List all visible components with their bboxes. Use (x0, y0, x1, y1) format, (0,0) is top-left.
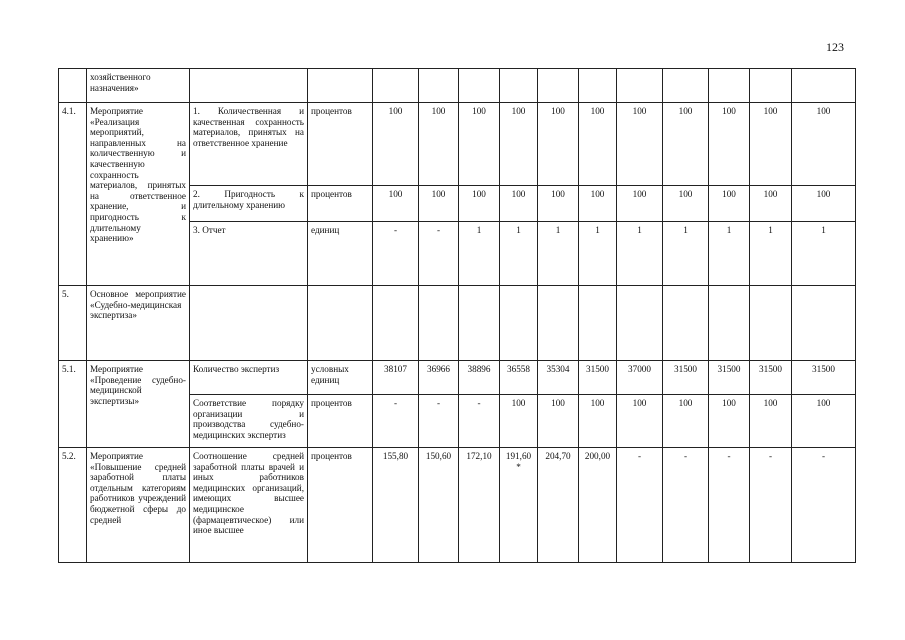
empty-cell (419, 286, 459, 361)
indicator-value: 100 (663, 103, 709, 186)
indicator-value: 100 (617, 186, 663, 222)
indicator-unit: процентов (308, 103, 373, 186)
indicator-value: 100 (538, 186, 579, 222)
indicator-value: 100 (709, 395, 750, 448)
indicator-value: 150,60 (419, 448, 459, 563)
empty-cell (663, 286, 709, 361)
indicator-name: Соотношение средней заработной платы врачей и иных работников медицинских организаций, имеющих высшее медицинское (фармацевтическое) или иное высшее (190, 448, 308, 563)
indicator-value: 35304 (538, 361, 579, 395)
empty-cell (190, 69, 308, 103)
table-row (59, 103, 856, 186)
indicator-value: 100 (792, 395, 856, 448)
row-description: Мероприятие «Повышение средней заработной платы отдельным категориям работников учреждений бюджетной сферы до средней (87, 448, 190, 563)
row-description: Мероприятие «Реализация мероприятий, направленных на количественную и качественную сохранность материалов, принятых на ответственное хранение, и пригодность к длительному хранению» (87, 103, 190, 286)
indicator-value: 1 (750, 222, 792, 286)
indicator-value: 1 (579, 222, 617, 286)
indicator-value: 100 (500, 103, 538, 186)
empty-cell (617, 69, 663, 103)
indicator-value: - (373, 222, 419, 286)
indicator-value: 100 (373, 186, 419, 222)
empty-cell (459, 69, 500, 103)
indicator-value: - (373, 395, 419, 448)
empty-cell (308, 286, 373, 361)
indicator-value: 100 (459, 186, 500, 222)
indicator-value: 1 (792, 222, 856, 286)
indicator-value: 100 (792, 103, 856, 186)
indicator-value: 36966 (419, 361, 459, 395)
empty-cell (500, 69, 538, 103)
indicator-value: 204,70 (538, 448, 579, 563)
empty-cell (538, 286, 579, 361)
row-number: 5.1. (59, 361, 87, 448)
indicator-value: 100 (750, 186, 792, 222)
indicator-name: 2. Пригодность к длительному хранению (190, 186, 308, 222)
row-description: хозяйственного назначения» (87, 69, 190, 103)
empty-cell (792, 69, 856, 103)
empty-cell (792, 286, 856, 361)
indicator-value: 31500 (750, 361, 792, 395)
indicator-value: 100 (663, 186, 709, 222)
indicator-value: - (792, 448, 856, 563)
indicator-value: 100 (792, 186, 856, 222)
indicator-value: 31500 (709, 361, 750, 395)
indicator-value: - (617, 448, 663, 563)
indicator-name: Количество экспертиз (190, 361, 308, 395)
empty-cell (617, 286, 663, 361)
indicator-value: 37000 (617, 361, 663, 395)
indicator-value: 31500 (663, 361, 709, 395)
empty-cell (373, 286, 419, 361)
indicator-value: 172,10 (459, 448, 500, 563)
indicator-value: 1 (709, 222, 750, 286)
indicator-value: 100 (579, 103, 617, 186)
empty-cell (190, 286, 308, 361)
indicator-value: 100 (419, 186, 459, 222)
indicator-value: 100 (579, 186, 617, 222)
indicator-value: 100 (538, 103, 579, 186)
indicator-value: 200,00 (579, 448, 617, 563)
indicator-value: 191,60 * (500, 448, 538, 563)
indicator-value: 36558 (500, 361, 538, 395)
indicator-unit: процентов (308, 448, 373, 563)
indicator-value: 100 (750, 395, 792, 448)
indicator-name: 3. Отчет (190, 222, 308, 286)
empty-cell (579, 286, 617, 361)
indicator-value: 100 (579, 395, 617, 448)
table-row (59, 361, 856, 395)
indicator-value: 100 (373, 103, 419, 186)
indicator-value: - (750, 448, 792, 563)
indicator-unit: условных единиц (308, 361, 373, 395)
indicator-value: 38107 (373, 361, 419, 395)
empty-cell (373, 69, 419, 103)
row-number (59, 69, 87, 103)
empty-cell (579, 69, 617, 103)
table-row (59, 286, 856, 361)
indicator-value: 100 (617, 395, 663, 448)
empty-cell (750, 286, 792, 361)
table-row (59, 69, 856, 103)
indicator-value: 100 (538, 395, 579, 448)
indicator-value: 100 (617, 103, 663, 186)
row-description: Основное мероприятие «Судебно-медицинская экспертиза» (87, 286, 190, 361)
indicator-value: 100 (663, 395, 709, 448)
indicator-unit: процентов (308, 186, 373, 222)
indicator-name: Соответствие порядку организации и производства судебно-медицинских экспертиз (190, 395, 308, 448)
empty-cell (709, 69, 750, 103)
empty-cell (308, 69, 373, 103)
table-row (59, 448, 856, 563)
indicator-value: 155,80 (373, 448, 419, 563)
indicator-value: 100 (500, 186, 538, 222)
row-number: 5.2. (59, 448, 87, 563)
indicator-value: - (459, 395, 500, 448)
indicator-value: - (419, 395, 459, 448)
empty-cell (459, 286, 500, 361)
indicators-table (58, 68, 856, 563)
indicator-value: 100 (709, 103, 750, 186)
empty-cell (709, 286, 750, 361)
page-number: 123 (826, 40, 844, 54)
indicator-value: 38896 (459, 361, 500, 395)
indicator-value: 100 (750, 103, 792, 186)
indicator-value: 1 (663, 222, 709, 286)
indicator-unit: единиц (308, 222, 373, 286)
empty-cell (538, 69, 579, 103)
indicator-unit: процентов (308, 395, 373, 448)
indicator-value: 31500 (792, 361, 856, 395)
indicator-value: - (663, 448, 709, 563)
indicator-value: 100 (500, 395, 538, 448)
indicator-value: 1 (538, 222, 579, 286)
row-number: 4.1. (59, 103, 87, 286)
indicator-name: 1. Количественная и качественная сохранность материалов, принятых на ответственное хранение (190, 103, 308, 186)
indicator-value: - (709, 448, 750, 563)
indicator-value: 1 (459, 222, 500, 286)
indicator-value: 100 (419, 103, 459, 186)
row-number: 5. (59, 286, 87, 361)
indicator-value: 31500 (579, 361, 617, 395)
empty-cell (419, 69, 459, 103)
row-description: Мероприятие «Проведение судебно-медицинской экспертизы» (87, 361, 190, 448)
indicator-value: 100 (459, 103, 500, 186)
indicator-value: 100 (709, 186, 750, 222)
empty-cell (750, 69, 792, 103)
indicator-value: 1 (617, 222, 663, 286)
empty-cell (500, 286, 538, 361)
empty-cell (663, 69, 709, 103)
indicator-value: 1 (500, 222, 538, 286)
indicator-value: - (419, 222, 459, 286)
